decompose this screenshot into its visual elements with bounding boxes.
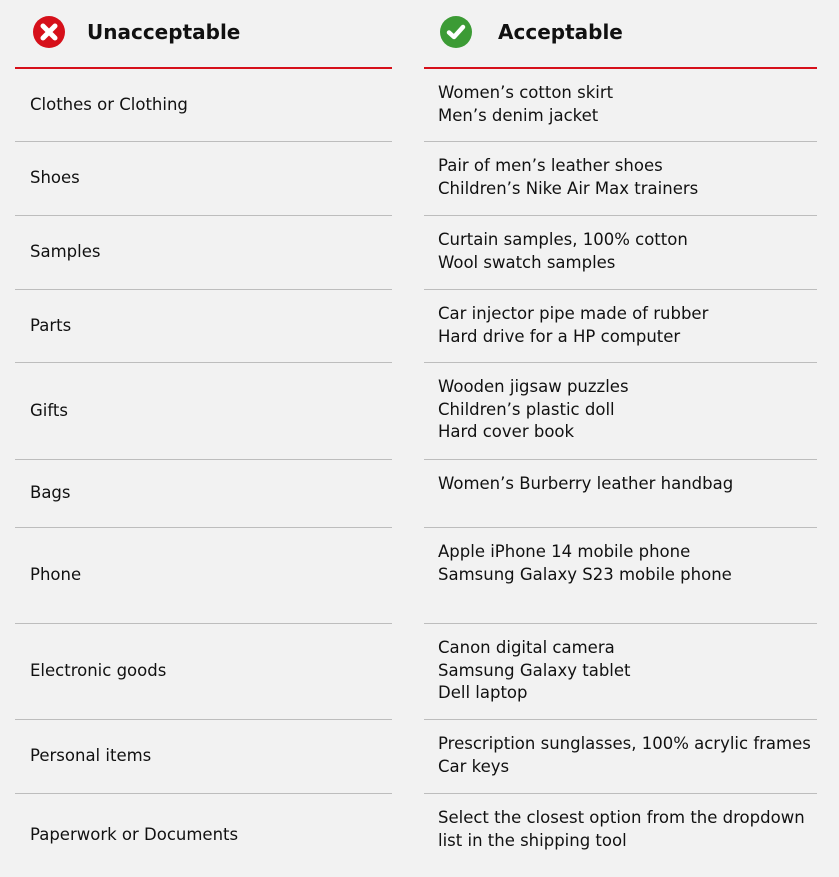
acceptable-example: Samsung Galaxy tablet <box>438 660 631 680</box>
unacceptable-item: Personal items <box>30 746 152 766</box>
x-circle-icon <box>33 16 65 48</box>
acceptable-example: Curtain samples, 100% cotton <box>438 230 688 249</box>
table-row <box>15 460 392 528</box>
table-row <box>15 290 392 363</box>
unacceptable-item: Phone <box>30 565 82 585</box>
unacceptable-item: Samples <box>30 242 101 262</box>
acceptable-example: Canon digital camera <box>438 638 615 657</box>
acceptable-example: Men’s denim jacket <box>438 105 599 125</box>
acceptable-example: Select the closest option from the dropdown <box>438 808 805 827</box>
acceptable-example: Wool swatch samples <box>438 252 616 272</box>
acceptable-header <box>424 0 817 69</box>
acceptable-example: Hard cover book <box>438 422 575 441</box>
unacceptable-header <box>15 0 392 69</box>
acceptable-column <box>424 0 817 877</box>
acceptable-example: Women’s Burberry leather handbag <box>438 474 734 493</box>
acceptable-example: Car keys <box>438 756 510 776</box>
table-row <box>424 720 817 794</box>
acceptable-example: Samsung Galaxy S23 mobile phone <box>438 564 732 584</box>
unacceptable-item: Bags <box>30 483 71 503</box>
table-row <box>15 69 392 142</box>
table-row <box>424 460 817 528</box>
table-row <box>15 363 392 460</box>
unacceptable-column <box>15 0 392 877</box>
table-row <box>424 624 817 720</box>
table-row <box>424 69 817 142</box>
table-row <box>424 528 817 624</box>
acceptable-example: Women’s cotton skirt <box>438 83 614 102</box>
table-row <box>15 794 392 877</box>
acceptable-example: Apple iPhone 14 mobile phone <box>438 542 691 561</box>
unacceptable-title: Unacceptable <box>87 19 241 44</box>
acceptable-example: Children’s Nike Air Max trainers <box>438 178 699 198</box>
acceptable-example: Children’s plastic doll <box>438 399 615 419</box>
acceptable-example: Pair of men’s leather shoes <box>438 156 663 175</box>
unacceptable-item: Paperwork or Documents <box>30 825 239 845</box>
table-row <box>424 290 817 363</box>
table-row <box>15 624 392 720</box>
acceptable-example: list in the shipping tool <box>438 830 627 850</box>
unacceptable-item: Gifts <box>30 400 68 420</box>
table-row <box>15 528 392 624</box>
table-row <box>424 142 817 216</box>
table-row <box>424 794 817 877</box>
unacceptable-item: Electronic goods <box>30 661 167 681</box>
acceptable-example: Wooden jigsaw puzzles <box>438 377 629 396</box>
unacceptable-item: Clothes or Clothing <box>30 94 188 114</box>
check-circle-icon <box>440 16 472 48</box>
unacceptable-item: Parts <box>30 315 72 335</box>
acceptable-example: Prescription sunglasses, 100% acrylic frames <box>438 734 811 753</box>
table-row <box>15 216 392 290</box>
acceptable-example: Dell laptop <box>438 683 528 702</box>
table-row <box>424 363 817 460</box>
acceptable-example: Car injector pipe made of rubber <box>438 304 709 323</box>
table-row <box>15 142 392 216</box>
table-row <box>15 720 392 794</box>
acceptable-title: Acceptable <box>498 19 623 44</box>
table-row <box>424 216 817 290</box>
acceptable-example: Hard drive for a HP computer <box>438 326 681 346</box>
unacceptable-item: Shoes <box>30 168 80 188</box>
